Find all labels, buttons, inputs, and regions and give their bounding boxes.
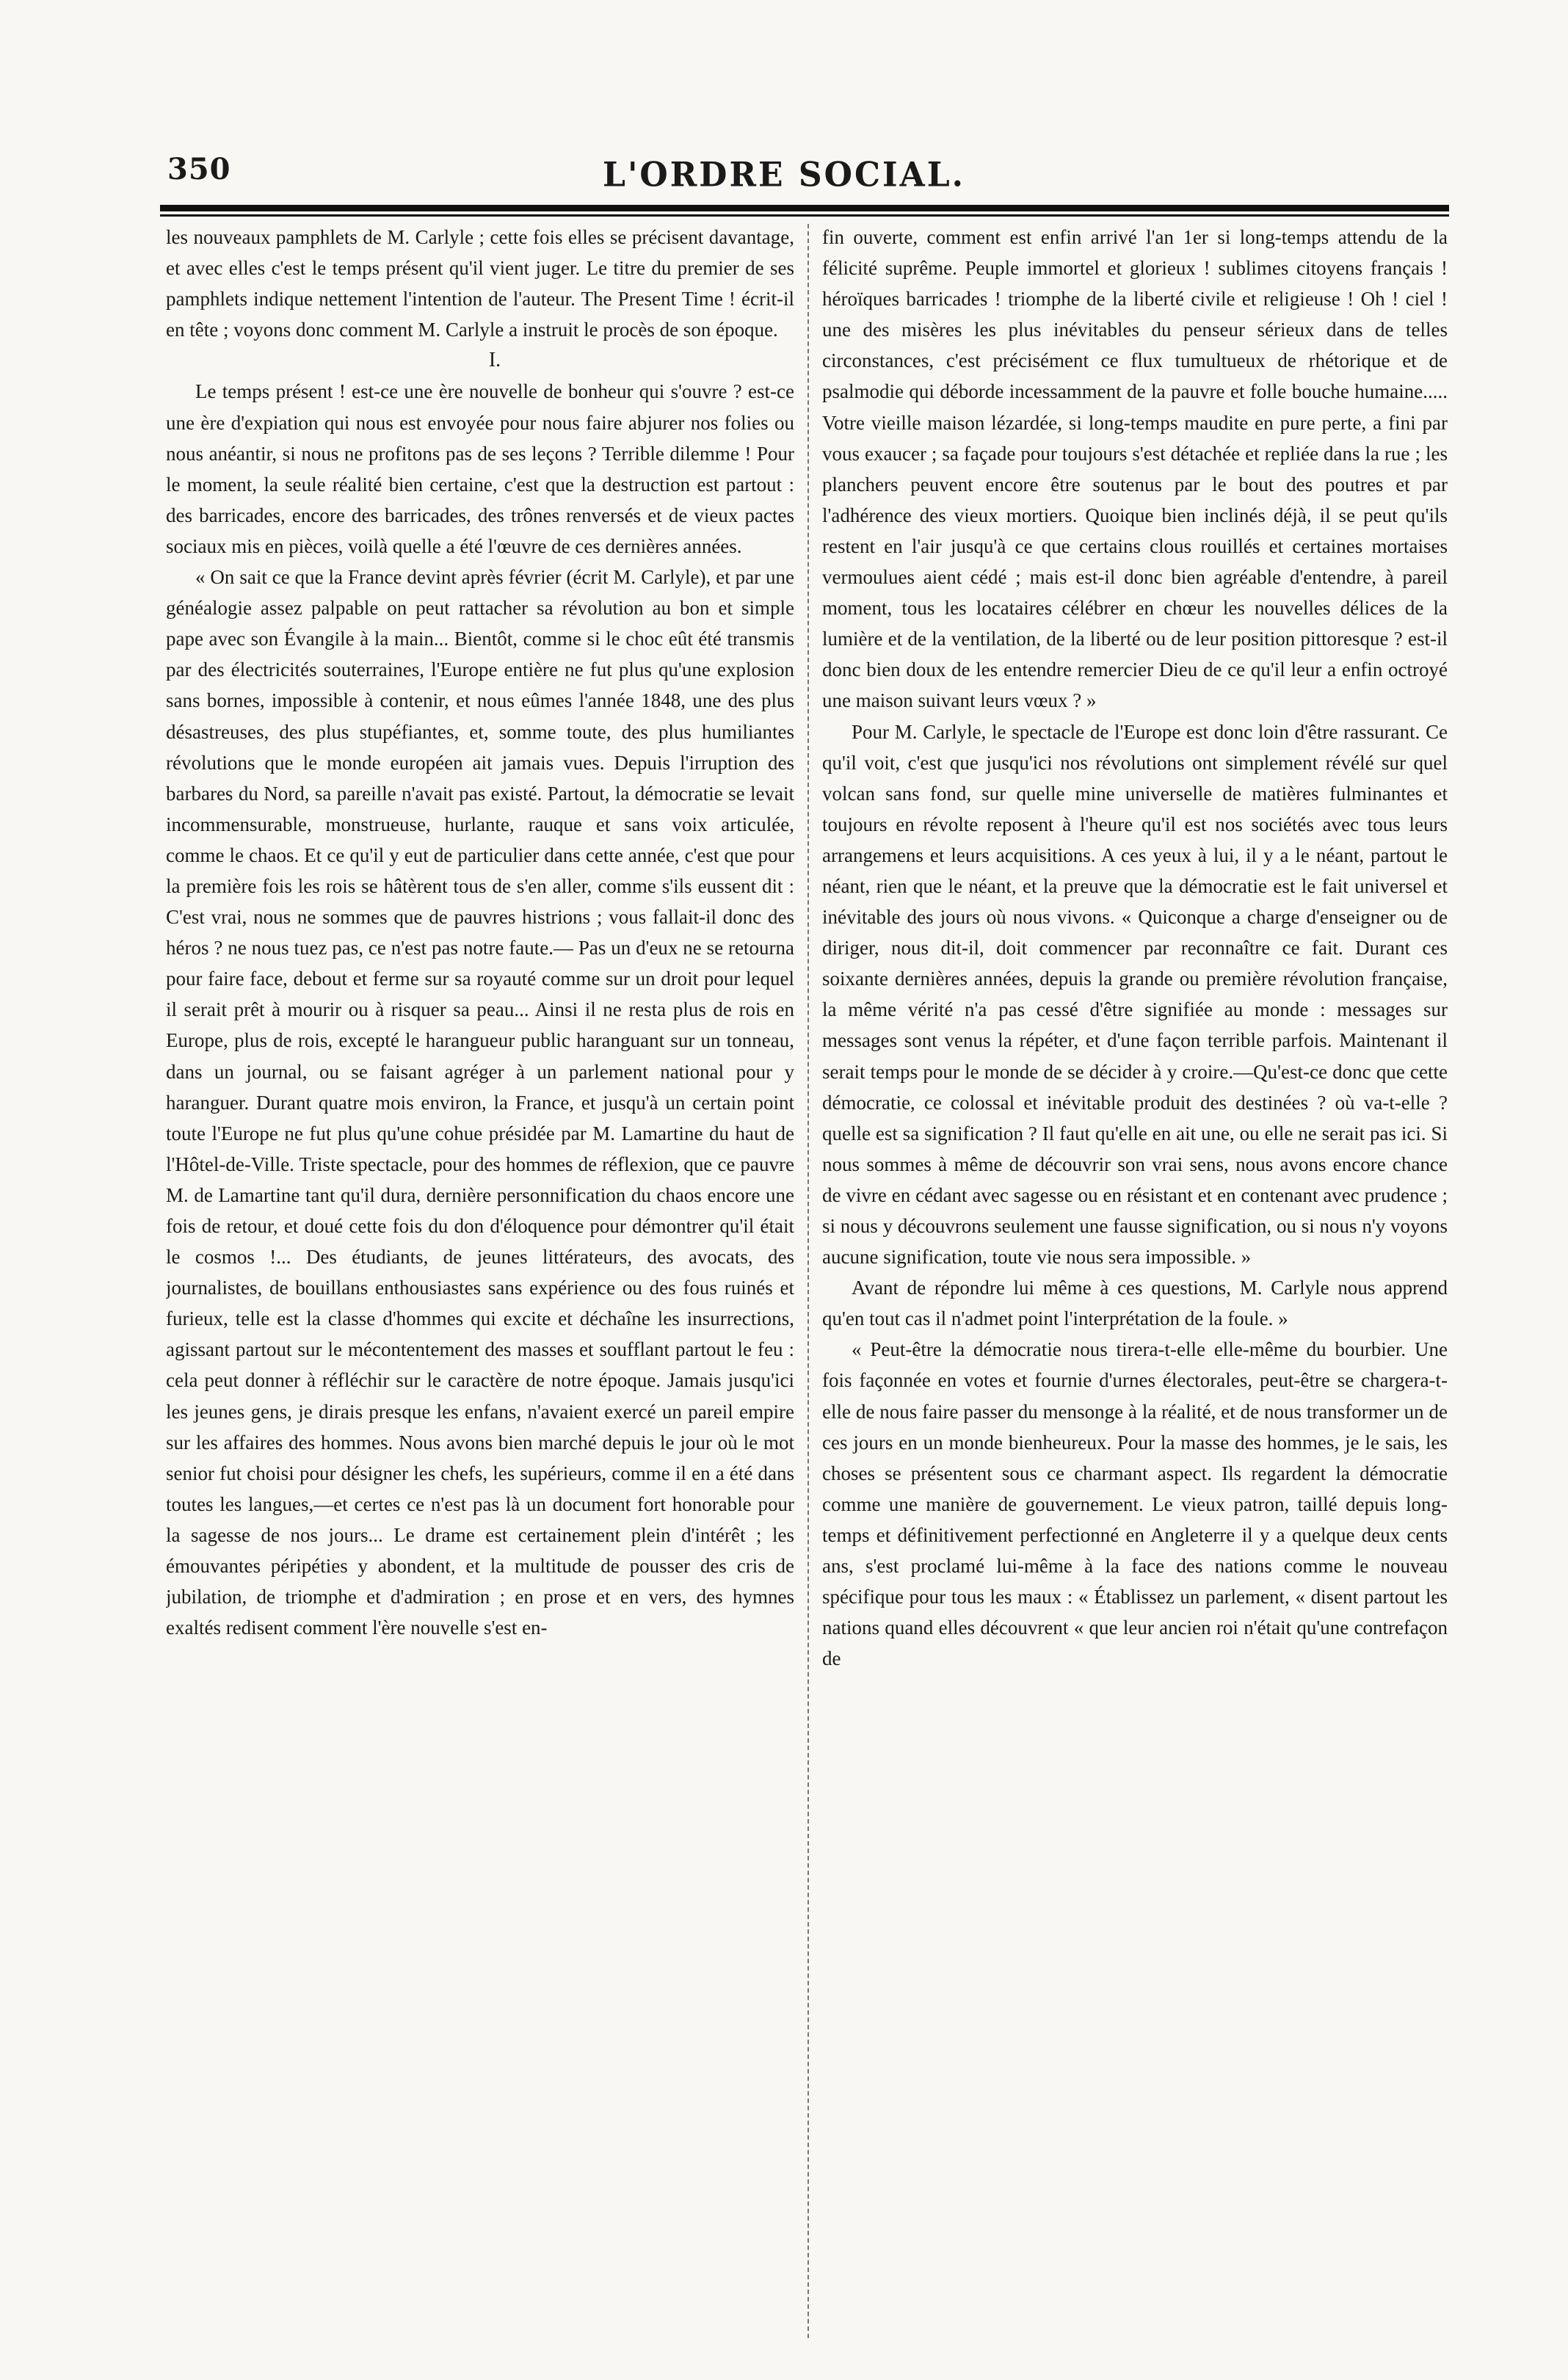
right-paragraph-2: Pour M. Carlyle, le spectacle de l'Europe est donc loin d'être rassurant. Ce qu'il voit, c'est que jusqu'ici nos révolutions ont simplement révélé sur quel volcan sans fond, sur quelle mine universelle de matières fulminantes et toujours en révolte reposent à l'heure qu'il est nos sociétés avec tous leurs arrangemens et leurs acquisitions. A ces yeux à lui, il y a le néant, partout le néant, rien que le néant, et la preuve que la démocratie est le fait universel et inévitable des jours où nous vivons. « Quiconque a charge d'enseigner ou de diriger, nous dit-il, doit commencer par reconnaître ce fait. Durant ces soixante dernières années, depuis la grande ou première révolution française, la même vérité n'a pas cessé d'être signifiée au monde : messages sur messages sont venus la répéter, et d'une façon terrible parfois. Maintenant il serait temps pour le monde de se décider à y croire.—Qu'est-ce donc que cette démocratie, ce colossal et inévitable produit des destinées ? où va-t-elle ? quelle est sa signification ? Il faut qu'elle en ait une, ou elle ne serait pas ici. Si nous sommes à même de découvrir son vrai sens, nous avons encore chance de vivre en cédant avec sagesse ou en résistant et en contenant avec prudence ; si nous y découvrons seulement une fausse signification, ou si nous n'y voyons aucune signification, toute vie nous sera impossible. » xyxy=(822,720,1448,1269)
right-column xyxy=(822,222,1448,2351)
left-column xyxy=(166,222,794,2351)
running-title: L'ORDRE SOCIAL. xyxy=(603,155,965,195)
left-paragraph-2: « On sait ce que la France devint après février (écrit M. Carlyle), et par une généalogie assez palpable on peut rattacher sa révolution au bon et simple pape avec son Évangile à la main... Bientôt, comme si le choc eût été transmis par des électricités souterraines, l'Europe entière ne fut plus qu'une explosion sans bornes, impossible à contenir, et nous eûmes l'année 1848, une des plus désastreuses, des plus stupéfiantes, et, somme toute, des plus humiliantes révolutions que le monde européen ait jamais vues. Depuis l'irruption des barbares du Nord, sa pareille n'avait pas existé. Partout, la démocratie se levait incommensurable, monstrueuse, hurlante, rauque et sans voix articulée, comme le chaos. Et ce qu'il y eut de particulier dans cette année, c'est que pour la première fois les rois se hâtèrent tous de s'en aller, comme s'ils eussent dit : C'est vrai, nous ne sommes que de pauvres histrions ; vous fallait-il donc des héros ? ne nous tuez pas, ce n'est pas notre faute.— Pas un d'eux ne se retourna pour faire face, debout et ferme sur sa royauté comme sur un droit pour lequel il serait prêt à mourir ou à risquer sa peau... Ainsi il ne resta plus de rois en Europe, plus de rois, excepté le harangueur public haranguant sur un tonneau, dans un journal, ou se faisant agréger à un parlement national pour y haranguer. Durant quatre mois environ, la France, et jusqu'à un certain point toute l'Europe ne fut plus qu'une cohue présidée par M. Lamartine du haut de l'Hôtel-de-Ville. Triste spectacle, pour des hommes de réflexion, que ce pauvre M. de Lamartine tant qu'il dura, dernière personnification du chaos encore une fois de retour, et doué cette fois du don d'éloquence pour démontrer qu'il était le cosmos !... Des étudiants, de jeunes littérateurs, des avocats, des journalistes, de bouillans enthousiastes sans expérience ou des fous ruinés et furieux, telle est la classe d'hommes qui excite et déchaîne les insurrections, agissant partout sur le mécontentement des masses et soufflant partout le feu : cela peut donner à réfléchir sur le caractère de notre époque. Jamais jusqu'ici les jeunes gens, je dirais presque les enfans, n'avaient exercé un pareil empire sur les affaires des hommes. Nous avons bien marché depuis le jour où le mot senior fut choisi pour désigner les chefs, les supérieurs, comme il en a été dans toutes les langues,—et certes ce n'est pas là un document fort honorable pour la sagesse de nos jours... Le drame est certainement plein d'intérêt ; les émouvantes péripéties y abondent, et la multitude de pousser des cris de jubilation, de triomphe et d'admiration ; en prose et en vers, des hymnes exaltés redisent comment l'ère nouvelle s'est en- xyxy=(166,566,794,1639)
right-paragraph-4: « Peut-être la démocratie nous tirera-t-elle elle-même du bourbier. Une fois façonnée en votes et fournie d'urnes électorales, peut-être se chargera-t-elle de nous faire passer du mensonge à la réalité, et de nous transformer un de ces jours en un monde bienheureux. Pour la masse des hommes, je le sais, les choses se présentent sous ce charmant aspect. Ils regardent la démocratie comme une manière de gouvernement. Le vieux patron, taillé depuis long-temps et définitivement perfectionné en Angleterre il y a quelque deux cents ans, s'est proclamé lui-même à la face des nations comme le nouveau spécifique pour tous les maux : « Établissez un parlement, « disent partout les nations quand elles découvrent « que leur ancien roi n'était qu'une contrefaçon de xyxy=(822,1338,1448,1670)
page-number: 350 xyxy=(167,152,231,186)
left-intro-paragraph: les nouveaux pamphlets de M. Carlyle ; cette fois elles se précisent davantage, et avec elles c'est le temps présent qu'il vient juger. Le titre du premier de ses pamphlets indique nettement l'intention de l'auteur. The Present Time ! écrit-il en tête ; voyons donc comment M. Carlyle a instruit le procès de son époque. xyxy=(166,226,794,341)
right-paragraph-3: Avant de répondre lui même à ces questions, M. Carlyle nous apprend qu'en tout cas il n'admet point l'interprétation de la foule. » xyxy=(822,1277,1448,1330)
right-paragraph-1: fin ouverte, comment est enfin arrivé l'an 1er si long-temps attendu de la félicité suprême. Peuple immortel et glorieux ! sublimes citoyens français ! héroïques barricades ! triomphe de la liberté civile et religieuse ! Oh ! ciel ! une des misères les plus inévitables du penseur sérieux dans de telles circonstances, c'est précisément ce flux tumultueux de rhétorique et de psalmodie qui déborde incessamment de la pauvre et folle bouche humaine..... Votre vieille maison lézardée, si long-temps maudite en pure perte, a fini par vous exaucer ; sa façade pour toujours s'est détachée et repliée dans la rue ; les planchers peuvent encore être soutenus par le bout des poutres et par l'adhérence des vieux mortiers. Quoique bien inclinés déjà, il se peut qu'ils restent en l'air jusqu'à ce que certains clous rouillés et certaines mortaises vermoulues aient cédé ; mais est-il donc bien agréable d'entendre, à pareil moment, tous les locataires célébrer en chœur les nouvelles délices de la lumière et de la ventilation, de la liberté ou de leur position pittoresque ? est-il donc bien doux de les entendre remercier Dieu de ce qu'il leur a enfin octroyé une maison suivant leurs vœux ? » xyxy=(822,226,1448,712)
header-rule-thin xyxy=(160,214,1449,217)
left-paragraph-1: Le temps présent ! est-ce une ère nouvelle de bonheur qui s'ouvre ? est-ce une ère d'expiation qui nous est envoyée pour nous faire abjurer nos folies ou nous anéantir, si nous ne profitons pas de ses leçons ? Terrible dilemme ! Pour le moment, la seule réalité bien certaine, c'est que la destruction est partout : des barricades, encore des barricades, des trônes renversés et de vieux pactes sociaux mis en pièces, voilà quelle a été l'œuvre de ces dernières années. xyxy=(166,380,794,557)
column-divider xyxy=(807,224,809,2338)
section-numeral: I. xyxy=(488,349,501,372)
header-rule-thick xyxy=(160,205,1449,211)
